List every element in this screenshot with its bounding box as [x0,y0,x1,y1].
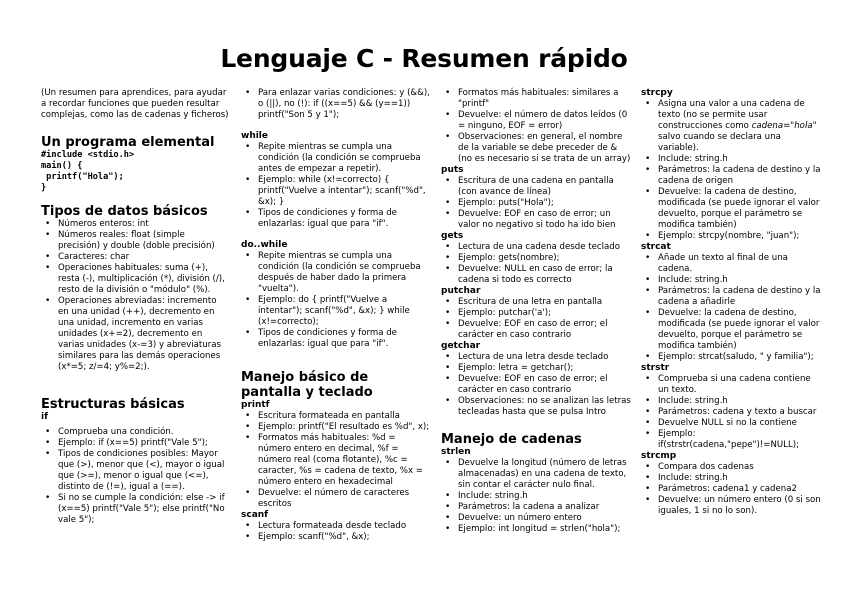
list-item: • Ejemplo: puts("Hola"); [441,198,631,209]
list-item: • Devuelve: NULL en caso de error; la cadena si todo es correcto [441,264,631,286]
list-item: • Devuelve: un número entero [441,513,631,524]
list-item: • Tipos de condiciones y forma de enlazarlas: igual que para "if". [241,208,430,230]
list-while [241,142,430,230]
list-item: • Caracteres: char [41,252,229,263]
list-item: • Formatos más habituales: similares a "printf" [441,88,631,110]
list-puts [441,176,631,231]
list-gets [441,242,631,286]
list-scanf [241,521,430,543]
strcpy-example-em: cadena="hola" [751,121,817,131]
list-item: • Ejemplo: putchar('a'); [441,308,631,319]
code-line: main() { [41,161,83,171]
list-item: • Parámetros: cadena y texto a buscar [641,407,821,418]
list-item: • Include: string.h [641,275,821,286]
section-title-manejo: Manejo básico de pantalla y teclado [241,370,373,400]
list-scanf-cont [441,88,631,165]
list-item: • Devuelve: la cadena de destino, modificada (se puede ignorar el valor devuelto, porque el parámetro se modifica también) [641,308,821,352]
list-strcpy [641,99,821,242]
list-item: • Devuelve: EOF en caso de error; el carácter en caso contrario [441,319,631,341]
list-item: • Ejemplo: do { printf("Vuelve a intentar"); scanf("%d", &x); } while (x!=correcto); [241,295,430,328]
list-item: • Parámetros: cadena1 y cadena2 [641,484,821,495]
list-item: • Ejemplo: gets(nombre); [441,253,631,264]
list-item: • Tipos de condiciones y forma de enlazarlas: igual que para "if". [241,328,430,350]
list-item: • Comprueba si una cadena contiene un texto. [641,374,821,396]
subsection-title-gets: gets [441,231,464,241]
subsection-title-strcpy: strcpy [641,88,673,98]
list-item: • Ejemplo: if(strstr(cadena,"pepe")!=NULL); [641,429,821,451]
list-item: • Repite mientras se cumpla una condición (la condición se comprueba antes de empezar a repetir). [241,142,430,175]
list-item [641,99,821,154]
list-item: • Ejemplo: printf("El resultado es %d", x); [241,422,430,433]
list-strcat [641,253,821,363]
list-strcmp [641,462,821,517]
list-item: • Ejemplo: strcat(saludo, " y familia"); [641,352,821,363]
subsection-title-puts: puts [441,165,464,175]
list-item: • Lectura formateada desde teclado [241,521,430,532]
list-item: • Comprueba una condición. [41,427,229,438]
section-title-cadenas: Manejo de cadenas [441,432,582,447]
list-item: • Parámetros: la cadena de destino y la cadena a añadirle [641,286,821,308]
list-item: • Devuelve: EOF en caso de error; un valor no negativo si todo ha ido bien [441,209,631,231]
list-putchar [441,297,631,341]
subsection-title-strcmp: strcmp [641,451,677,461]
section-title-estructuras: Estructuras básicas [41,397,185,412]
list-item: • Include: string.h [641,396,821,407]
subsection-title-while: while [241,131,268,141]
list-if [41,427,229,526]
subsection-title-putchar: putchar [441,286,481,296]
list-strstr [641,374,821,451]
list-item: • Compara dos cadenas [641,462,821,473]
subsection-title-strstr: strstr [641,363,670,373]
list-item: • Parámetros: la cadena de destino y la cadena de origen [641,165,821,187]
list-item: • Devuelve: el número de caracteres escritos [241,488,430,510]
code-line: printf("Hola"); [41,172,124,182]
section-title-tipos: Tipos de datos básicos [41,204,208,219]
section-title-programa: Un programa elemental [41,135,215,150]
column-3 [441,88,631,535]
list-item: • Si no se cumple la condición: else -> if (x==5) printf("Vale 5"); else printf("No vale 5"); [41,493,229,526]
list-item: • Devuelve: EOF en caso de error; el carácter en caso contrario [441,374,631,396]
list-item: • Añade un texto al final de una cadena. [641,253,821,275]
list-item: • Include: string.h [441,491,631,502]
list-item: • Lectura de una cadena desde teclado [441,242,631,253]
list-item: • Repite mientras se cumpla una condición (la condición se comprueba después de haber dado la primera "vuelta"). [241,251,430,295]
column-1 [41,88,229,526]
subsection-title-strlen: strlen [441,447,471,457]
code-line: #include <stdio.h> [41,150,135,160]
list-strlen [441,458,631,535]
list-item: • Include: string.h [641,154,821,165]
list-item: • Para enlazar varias condiciones: y (&&), o (||), no (!): if ((x==5) && (y==1)) printf("Son 5 y 1"); [241,88,430,121]
list-if-cont [241,88,430,121]
list-item: • Escritura formateada en pantalla [241,411,430,422]
list-item: • Devuelve la longitud (número de letras almacenadas) en una cadena de texto, sin contar el carácter nulo final. [441,458,631,491]
list-item: • Ejemplo: letra = getchar(); [441,363,631,374]
list-item: • Ejemplo: int longitud = strlen("hola"); [441,524,631,535]
subsection-title-if: if [41,412,49,422]
list-item: • Tipos de condiciones posibles: Mayor que (>), menor que (<), mayor o igual que (>=), menor o igual que (<=), distinto de (!=), igual a (==). [41,449,229,493]
list-printf [241,411,430,510]
intro-text: (Un resumen para aprendices, para ayudar a recordar funciones que pueden resultar complejas, como las de cadenas y ficheros) [41,88,229,120]
subsection-title-dowhile: do..while [241,240,288,250]
list-item: • Números enteros: int [41,219,229,230]
list-item: • Números reales: float (simple precisión) y double (doble precisión) [41,230,229,252]
list-item: • Ejemplo: scanf("%d", &x); [241,532,430,543]
list-item: • Parámetros: la cadena a analizar [441,502,631,513]
strcpy-text-b: salvo cuando se declara una variable). [658,132,781,153]
list-tipos [41,219,229,373]
page-title: Lenguaje C - Resumen rápido [220,44,628,73]
list-item: • Devuelve: un número entero (0 si son iguales, 1 si no lo son). [641,495,821,517]
list-item: • Escritura de una cadena en pantalla (con avance de línea) [441,176,631,198]
list-item: • Operaciones habituales: suma (+), resta (-), multiplicación (*), división (/), resto de la división o "módulo" (%). [41,263,229,296]
list-item: • Ejemplo: strcpy(nombre, "juan"); [641,231,821,242]
subsection-title-scanf: scanf [241,510,269,520]
column-2 [241,88,430,543]
list-item: • Lectura de una letra desde teclado [441,352,631,363]
list-item: • Devuelve: el número de datos leídos (0 = ninguno, EOF = error) [441,110,631,132]
list-item: • Formatos más habituales: %d = número entero en decimal, %f = número real (coma flotante), %c = caracter, %s = cadena de texto, %x = número entero en hexadecimal [241,433,430,488]
list-item: • Operaciones abreviadas: incremento en una unidad (++), decremento en una unidad, incremento en varias unidades (x+=2), decremento en varias unidades (x-=3) y abreviaturas similares para las demás operaciones (x*=5; z/=4; y%=2;). [41,296,229,373]
list-item: • Devuelve: la cadena de destino, modificada (se puede ignorar el valor devuelto, porque el parámetro se modifica también) [641,187,821,231]
strcpy-text-a: Asigna una valor a una cadena de texto (no se permite usar construcciones como [658,99,805,131]
list-item: • Observaciones: en general, el nombre de la variable se debe preceder de & (no es necesario si se trata de un array) [441,132,631,165]
subsection-title-getchar: getchar [441,341,481,351]
list-item: • Ejemplo: while (x!=correcto) { printf("Vuelve a intentar"); scanf("%d", &x); } [241,175,430,208]
list-item: • Escritura de una letra en pantalla [441,297,631,308]
list-dowhile [241,251,430,350]
list-item: • Include: string.h [641,473,821,484]
column-4 [641,88,821,517]
list-item: • Ejemplo: if (x==5) printf("Vale 5"); [41,438,229,449]
list-item: • Observaciones: no se analizan las letras tecleadas hasta que se pulsa Intro [441,396,631,418]
subsection-title-strcat: strcat [641,242,671,252]
list-item: • Devuelve NULL si no la contiene [641,418,821,429]
list-getchar [441,352,631,418]
subsection-title-printf: printf [241,400,270,410]
code-line: } [41,183,47,193]
code-block-programa [41,150,229,194]
